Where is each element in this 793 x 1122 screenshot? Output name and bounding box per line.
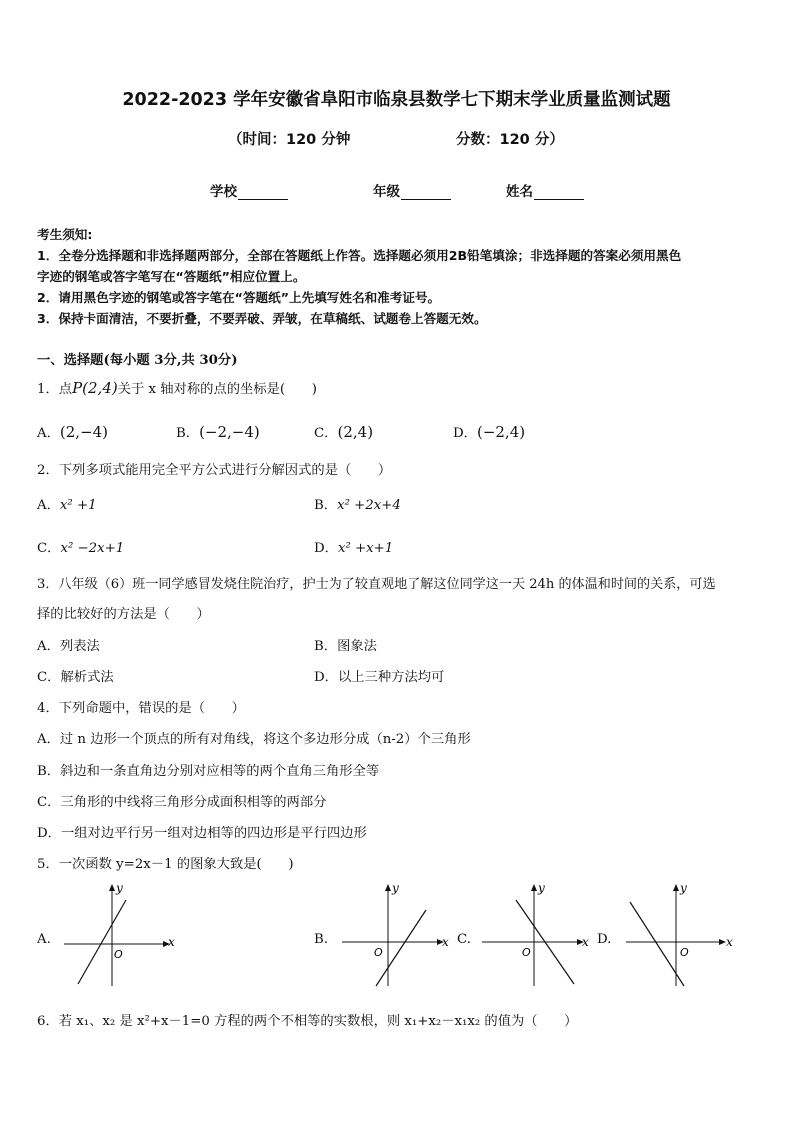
q5-option-c-label[interactable]: C. bbox=[457, 932, 471, 947]
q5-d-y-arrow bbox=[673, 884, 679, 891]
q2-c-label: C． bbox=[37, 541, 61, 556]
q5-option-b-label[interactable]: B. bbox=[314, 932, 328, 947]
q1-b-value: (−2,−4) bbox=[199, 423, 260, 441]
q2-c-value: x² −2x+1 bbox=[60, 541, 125, 556]
q5-a-x-label: x bbox=[168, 935, 175, 949]
q4-option-c[interactable]: C．三角形的中线将三角形分成面积相等的两部分 bbox=[37, 795, 327, 810]
q3-option-c[interactable]: C．解析式法 bbox=[37, 670, 114, 685]
school-blank[interactable] bbox=[238, 185, 288, 200]
q5-a-origin: O bbox=[114, 948, 123, 961]
q1-stem-a: 1．点 bbox=[37, 382, 73, 397]
q5-graph-d[interactable] bbox=[622, 880, 742, 990]
q1-c-value: (2,4) bbox=[337, 423, 374, 441]
q1-b-label: B． bbox=[176, 426, 200, 441]
q1-stem-b: 关于 x 轴对称的点的坐标是( ) bbox=[117, 382, 317, 397]
q5-c-y-arrow bbox=[531, 884, 537, 891]
q4-option-b[interactable]: B．斜边和一条直角边分别对应相等的两个直角三角形全等 bbox=[37, 764, 380, 779]
q2-b-value: x² +2x+4 bbox=[337, 498, 401, 513]
q3-option-a[interactable]: A．列表法 bbox=[37, 639, 100, 654]
q2-option-d[interactable] bbox=[314, 537, 393, 556]
notice-item-3: 3．保持卡面清洁，不要折叠，不要弄破、弄皱，在草稿纸、试题卷上答题无效。 bbox=[37, 311, 487, 326]
q5-graph-a[interactable] bbox=[60, 880, 180, 990]
q5-graph-c[interactable] bbox=[478, 880, 596, 990]
q5-d-x-label: x bbox=[726, 935, 733, 949]
q5-b-y-arrow bbox=[385, 884, 391, 891]
name-field bbox=[506, 180, 584, 200]
q5-option-a-label[interactable]: A. bbox=[37, 932, 51, 947]
question-5-stem: 5．一次函数 y=2x－1 的图象大致是( ) bbox=[37, 857, 294, 872]
q2-option-a[interactable] bbox=[37, 494, 97, 513]
q5-graph-b[interactable] bbox=[336, 880, 456, 990]
grade-field bbox=[373, 180, 451, 200]
question-1-stem bbox=[37, 378, 317, 397]
q5-b-line bbox=[376, 910, 426, 986]
q2-option-b[interactable] bbox=[314, 494, 401, 513]
q2-d-label: D． bbox=[314, 541, 338, 556]
q1-a-value: (2,−4) bbox=[59, 423, 109, 441]
exam-score: 分数：120 分） bbox=[456, 132, 564, 148]
q5-c-origin: O bbox=[522, 946, 531, 959]
q5-c-x-label: x bbox=[582, 935, 589, 949]
q1-option-b[interactable] bbox=[176, 422, 260, 441]
question-3-stem-line2: 择的比较好的方法是（ ） bbox=[37, 607, 210, 622]
q2-d-value: x² +x+1 bbox=[337, 541, 394, 556]
q2-a-label: A． bbox=[37, 498, 60, 513]
q5-d-y-label: y bbox=[680, 881, 687, 895]
q3-option-b[interactable]: B．图象法 bbox=[314, 639, 377, 654]
q5-option-d-label[interactable]: D. bbox=[597, 932, 612, 947]
q4-option-a[interactable]: A．过 n 边形一个顶点的所有对角线，将这个多边形分成（n-2）个三角形 bbox=[37, 732, 471, 747]
q5-d-x-arrow bbox=[719, 939, 726, 945]
q5-a-y-label: y bbox=[116, 881, 123, 895]
q1-a-label: A． bbox=[37, 426, 60, 441]
notice-item-1-cont: 字迹的钢笔或答字笔写在“答题纸”相应位置上。 bbox=[37, 269, 306, 284]
q1-c-label: C． bbox=[314, 426, 338, 441]
notice-heading: 考生须知: bbox=[37, 227, 93, 242]
exam-time: （时间：120 分钟 bbox=[228, 132, 351, 148]
q5-d-origin: O bbox=[680, 946, 689, 959]
q5-c-y-label: y bbox=[538, 881, 545, 895]
q2-b-label: B． bbox=[314, 498, 338, 513]
grade-blank[interactable] bbox=[401, 185, 451, 200]
question-2-stem: 2．下列多项式能用完全平方公式进行分解因式的是（ ） bbox=[37, 463, 392, 478]
q1-d-value: (−2,4) bbox=[476, 423, 526, 441]
notice-item-2: 2．请用黑色字迹的钢笔或答字笔在“答题纸”上先填写姓名和准考证号。 bbox=[37, 290, 441, 305]
q1-d-label: D． bbox=[453, 426, 477, 441]
q4-option-d[interactable]: D．一组对边平行另一组对边相等的四边形是平行四边形 bbox=[37, 826, 367, 841]
section-heading: 一、选择题(每小题 3分,共 30分) bbox=[37, 353, 238, 368]
q2-option-c[interactable] bbox=[37, 537, 124, 556]
q2-a-value: x² +1 bbox=[59, 498, 97, 513]
name-label: 姓名 bbox=[506, 184, 533, 200]
q5-b-origin: O bbox=[374, 946, 383, 959]
q1-option-d[interactable] bbox=[453, 422, 525, 441]
school-label: 学校 bbox=[210, 184, 237, 200]
q1-option-c[interactable] bbox=[314, 422, 373, 441]
q5-a-line bbox=[78, 900, 126, 984]
name-blank[interactable] bbox=[534, 185, 584, 200]
grade-label: 年级 bbox=[373, 184, 400, 200]
q5-b-x-label: x bbox=[442, 935, 449, 949]
question-4-stem: 4．下列命题中，错误的是（ ） bbox=[37, 701, 245, 716]
q1-point: P(2,4) bbox=[72, 379, 118, 397]
q5-b-y-label: y bbox=[392, 881, 399, 895]
page-title: 2022-2023 学年安徽省阜阳市临泉县数学七下期末学业质量监测试题 bbox=[122, 90, 671, 110]
notice-item-1: 1．全卷分选择题和非选择题两部分，全部在答题纸上作答。选择题必须用2B铅笔填涂；非选择题的答案必须用黑色 bbox=[37, 248, 682, 263]
school-field bbox=[210, 180, 288, 200]
q3-option-d[interactable]: D．以上三种方法均可 bbox=[314, 670, 445, 685]
question-6-stem: 6．若 x₁、x₂ 是 x²+x－1=0 方程的两个不相等的实数根，则 x₁+x₂－x₁x₂ 的值为（ ） bbox=[37, 1014, 578, 1029]
q5-a-y-arrow bbox=[109, 884, 115, 891]
question-3-stem-line1: 3．八年级（6）班一同学感冒发烧住院治疗，护士为了较直观地了解这位同学这一天 24h 的体温和时间的关系，可选 bbox=[37, 577, 716, 592]
q1-option-a[interactable] bbox=[37, 422, 108, 441]
